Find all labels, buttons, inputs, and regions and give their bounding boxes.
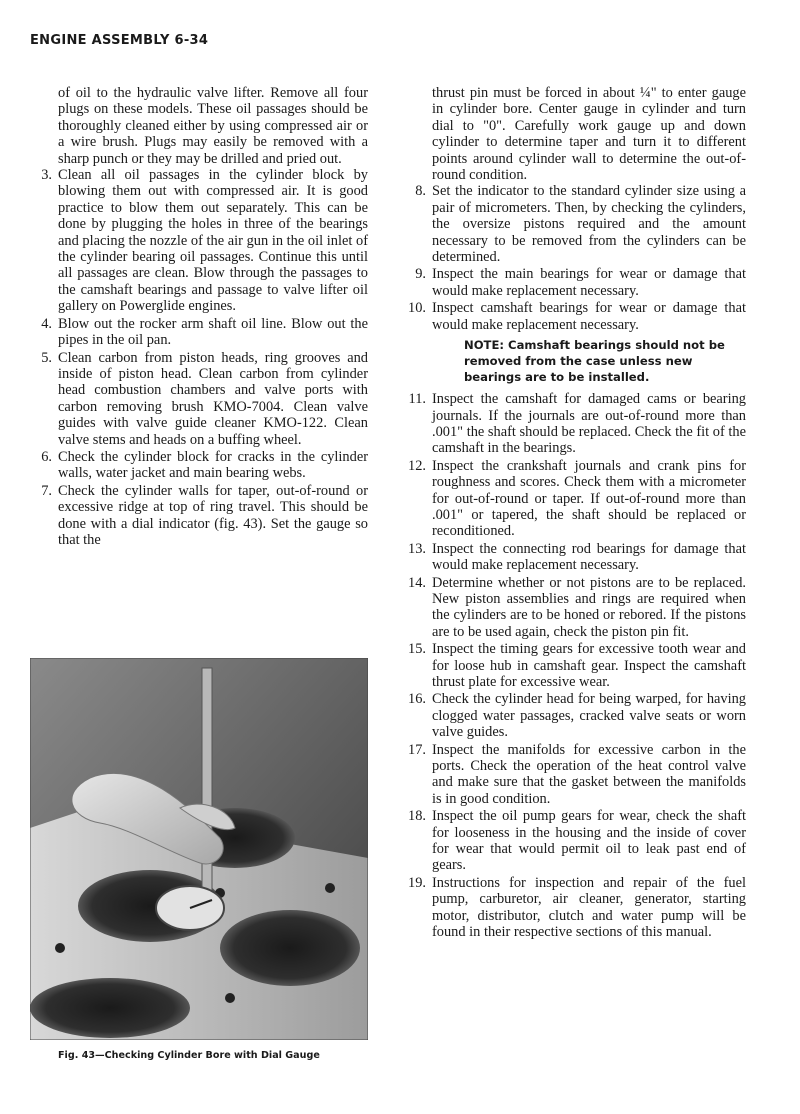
list-item	[404, 742, 746, 808]
item-text: Inspect the oil pump gears for wear, check the shaft for looseness in the housing and the inside of cover for wear that would permit oil to leak past end of gears.	[432, 808, 746, 874]
list-item	[30, 167, 368, 315]
item-text: Check the cylinder walls for taper, out-of-round or excessive ridge at top of ring travel. This should be done with a dial indicator (fig. 43). Set the gauge so that the	[58, 482, 368, 548]
item-number: 6.	[41, 448, 52, 465]
item-text: Clean carbon from piston heads, ring grooves and inside of piston head. Clean carbon from cylinder head combustion chambers and valve ports with carbon removing brush KMO-7004. Clean valve guides with valve guide cleaner KMO-122. Clean valve stems and heads on a buffing wheel.	[58, 349, 368, 448]
item-number: 13.	[408, 540, 426, 557]
item-number: 5.	[41, 349, 52, 366]
list-item	[30, 350, 368, 448]
item-text: Inspect the manifolds for excessive carbon in the ports. Check the operation of the heat control valve and make sure that the gasket between the manifolds is in good condition.	[432, 741, 746, 807]
item-text: Check the cylinder head for being warped, for having clogged water passages, cracked valve seats or worn valve guides.	[432, 691, 746, 741]
item-number: 4.	[41, 315, 52, 332]
page-header: ENGINE ASSEMBLY 6-34	[30, 33, 209, 48]
item-text: Inspect the main bearings for wear or damage that would make replacement necessary.	[432, 266, 746, 299]
item-text: Instructions for inspection and repair of the fuel pump, carburetor, air cleaner, generator, starting motor, distributor, clutch and water pump will be found in their respective sections of this manual.	[432, 874, 746, 941]
list-item	[404, 808, 746, 874]
item-number: 15.	[408, 641, 426, 658]
item-text: Determine whether or not pistons are to be replaced. New piston assemblies and rings are required when the cylinders are to be honed or rebored. If the pistons are to be used again, check the piston pin fit.	[432, 574, 746, 640]
list-item	[404, 266, 746, 299]
item-number: 14.	[408, 574, 426, 591]
item-number: 3.	[41, 167, 52, 184]
item-number: 18.	[408, 808, 426, 825]
note-camshaft-bearings: NOTE: Camshaft bearings should not be removed from the case unless new bearings are to be installed.	[464, 338, 725, 385]
item-number: 12.	[408, 457, 426, 474]
item-number: 8.	[415, 183, 426, 200]
list-item	[404, 300, 746, 333]
list-item	[404, 575, 746, 641]
left-column	[30, 85, 368, 549]
item-text: Check the cylinder block for cracks in the cylinder walls, water jacket and main bearing webs.	[58, 448, 368, 482]
item-text: Set the indicator to the standard cylinder size using a pair of micrometers. Then, by checking the cylinders, the oversize pistons required and the amount necessary to be removed from the cylinders can be determined.	[432, 183, 746, 266]
figure-43-photo	[30, 658, 368, 1040]
item-text: Inspect the timing gears for excessive tooth wear and for loose hub in camshaft gear. Inspect the camshaft thrust plate for excessive wear.	[432, 641, 746, 690]
item-text: Inspect the crankshaft journals and crank pins for roughness and scores. Check them with a micrometer for out-of-round or taper. If out-of-round more than .001" or tapered, the shaft should be replaced or reconditioned.	[432, 457, 746, 540]
list-item	[404, 875, 746, 941]
item-number: 16.	[408, 691, 426, 708]
intro-paragraph: of oil to the hydraulic valve lifter. Remove all four plugs on these models. These oil passages should be thoroughly cleaned either by using compressed air or a wire brush. Plugs may easily be removed with a sharp punch or they may be drilled and pried out.	[58, 85, 368, 167]
list-item	[404, 641, 746, 690]
dial-gauge-illustration	[30, 658, 368, 1040]
list-item	[30, 449, 368, 482]
item-number: 9.	[415, 266, 426, 283]
right-column	[404, 85, 746, 942]
list-item	[404, 691, 746, 740]
figure-caption: Fig. 43—Checking Cylinder Bore with Dial Gauge	[58, 1050, 320, 1061]
item-number: 17.	[408, 741, 426, 758]
list-item	[30, 316, 368, 349]
list-item	[404, 458, 746, 540]
continuation-paragraph: thrust pin must be forced in about ¼" to enter gauge in cylinder bore. Center gauge in cylinder and turn dial to "0". Carefully work gauge up and down cylinder to determine taper and turn it to different points around cylinder wall to determine the out-of-round condition.	[432, 85, 746, 184]
list-item	[404, 391, 746, 457]
item-text: Inspect camshaft bearings for wear or damage that would make replacement necessary.	[432, 300, 746, 333]
item-number: 19.	[408, 874, 426, 891]
item-number: 11.	[408, 391, 426, 408]
item-text: Inspect the camshaft for damaged cams or bearing journals. If the journals are out-of-round more than .001" the shaft should be replaced. Check the fit of the camshaft in the bearings.	[432, 391, 746, 457]
item-number: 7.	[41, 482, 52, 499]
item-text: Clean all oil passages in the cylinder block by blowing them out with compressed air. It is good practice to blow them out separately. This can be done by plugging the holes in three of the bearings and placing the nozzle of the air gun in the oil inlet of the cylinder bearing oil passages. Continue this until all passages are clean. Blow through the passages to the camshaft bearings and passage to valve lifter oil gallery on Powerglide engines.	[58, 167, 368, 315]
list-item	[30, 483, 368, 549]
item-text: Blow out the rocker arm shaft oil line. Blow out the pipes in the oil pan.	[58, 315, 368, 349]
list-item	[404, 183, 746, 265]
item-text: Inspect the connecting rod bearings for damage that would make replacement necessary.	[432, 540, 746, 574]
item-number: 10.	[408, 300, 426, 317]
list-item	[404, 541, 746, 574]
